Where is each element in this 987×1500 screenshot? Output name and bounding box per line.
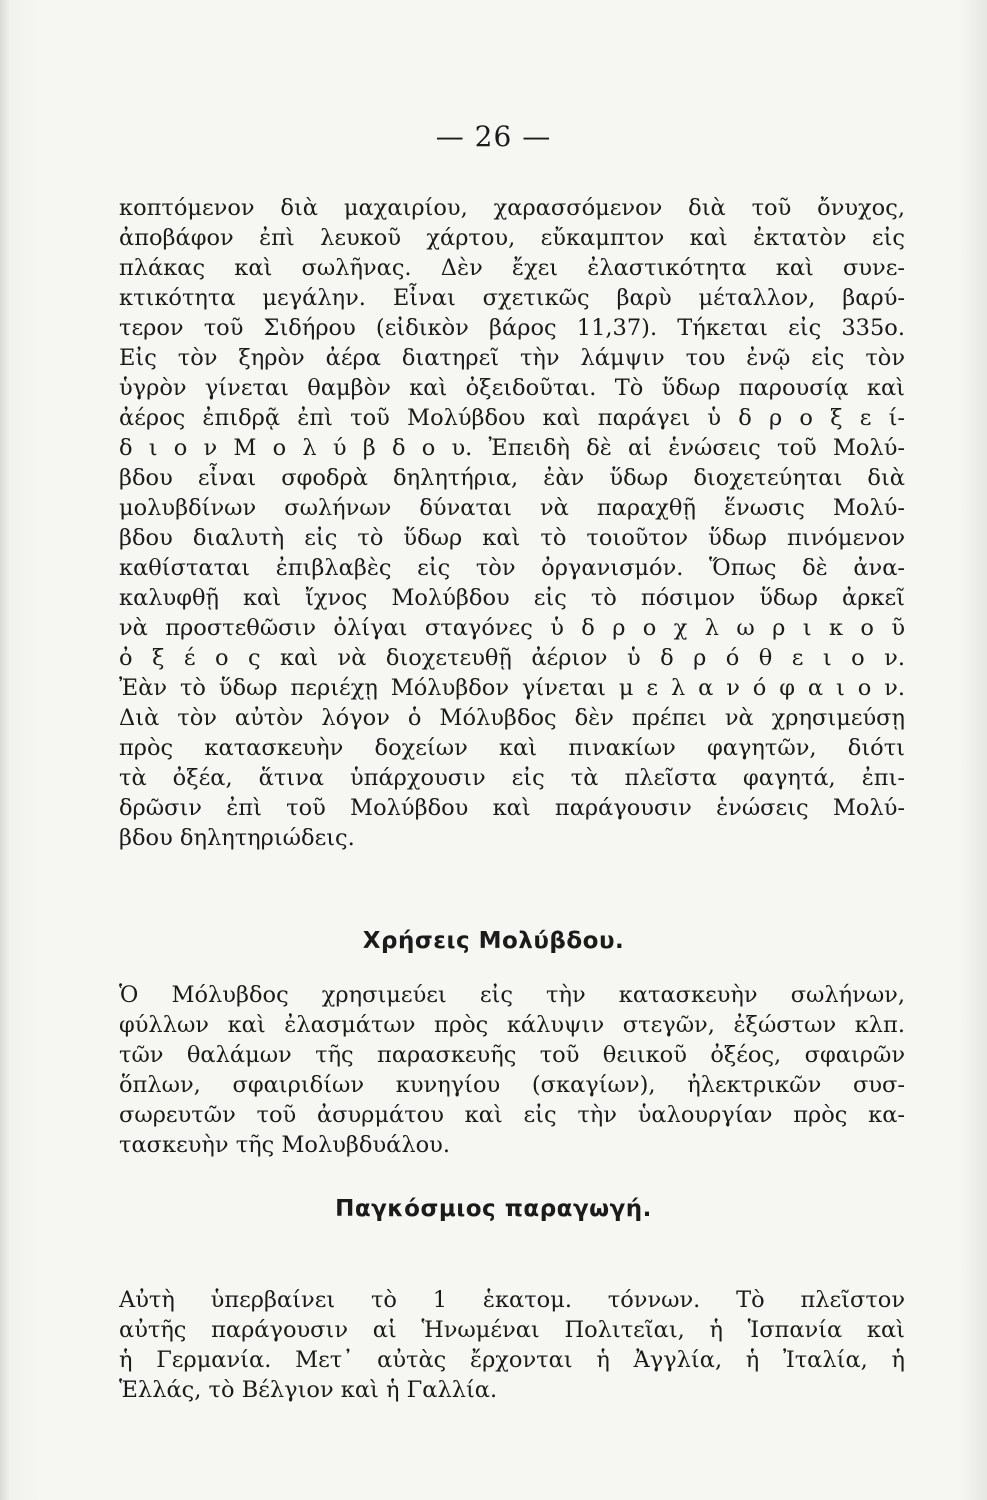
text-line: ἀποβάφον ἐπὶ λευκοῦ χάρτου, εὔκαμπτον καὶ ἐκτατὸν εἰς xyxy=(119,225,905,251)
text-line: βδου εἶναι σφοδρὰ δηλητήρια, ἐὰν ὕδωρ διοχετεύηται διὰ xyxy=(119,465,905,491)
text-line: τερον τοῦ Σιδήρου (εἰδικὸν βάρος 11,37). Τήκεται εἰς 335ο. xyxy=(119,315,905,341)
text-line: Εἰς τὸν ξηρὸν ἀέρα διατηρεῖ τὴν λάμψιν του ἐνῷ εἰς τὸν xyxy=(119,345,905,371)
text-line: βδου διαλυτὴ εἰς τὸ ὕδωρ καὶ τὸ τοιοῦτον ὕδωρ πινόμενον xyxy=(119,525,905,551)
text-line: Διὰ τὸν αὐτὸν λόγον ὁ Μόλυβδος δὲν πρέπει νὰ χρησιμεύσῃ xyxy=(119,705,905,731)
text-line: ὀ ξ έ ο ς καὶ νὰ διοχετευθῇ ἀέριον ὑ δ ρ ό θ ε ι ο ν. xyxy=(119,645,905,671)
paragraph-properties xyxy=(119,193,905,853)
text-line: μολυβδίνων σωλήνων δύναται νὰ παραχθῇ ἕνωσις Μολύ- xyxy=(119,495,905,521)
text-line: Ἐὰν τὸ ὕδωρ περιέχῃ Μόλυβδον γίνεται μ ε λ α ν ό φ α ι ο ν. xyxy=(119,675,905,701)
text-line: Ἑλλάς, τὸ Βέλγιον καὶ ἡ Γαλλία. xyxy=(119,1377,498,1403)
page-number: — 26 — xyxy=(435,120,552,153)
text-line: βδου δηλητηριώδεις. xyxy=(119,825,355,851)
text-line: αὐτῆς παράγουσιν αἱ Ἡνωμέναι Πολιτεῖαι, ἡ Ἱσπανία καὶ xyxy=(119,1317,905,1343)
paragraph-production xyxy=(119,1285,905,1405)
text-line: πρὸς κατασκευὴν δοχείων καὶ πινακίων φαγητῶν, διότι xyxy=(119,735,905,761)
text-line: Αὐτὴ ὑπερβαίνει τὸ 1 ἑκατομ. τόννων. Τὸ πλεῖστον xyxy=(119,1287,905,1313)
text-line: ὅπλων, σφαιριδίων κυνηγίου (σκαγίων), ἠλεκτρικῶν συσ- xyxy=(119,1072,905,1098)
text-line: καλυφθῇ καὶ ἴχνος Μολύβδου εἰς τὸ πόσιμον ὕδωρ ἀρκεῖ xyxy=(119,585,905,611)
text-line: κτικότητα μεγάλην. Εἶναι σχετικῶς βαρὺ μέταλλον, βαρύ- xyxy=(119,285,905,311)
text-line: φύλλων καὶ ἐλασμάτων πρὸς κάλυψιν στεγῶν, ἐξώστων κλπ. xyxy=(119,1012,905,1038)
text-line: πλάκας καὶ σωλῆνας. Δὲν ἔχει ἐλαστικότητα καὶ συνε- xyxy=(119,255,905,281)
text-line: κοπτόμενον διὰ μαχαιρίου, χαρασσόμενον διὰ τοῦ ὄνυχος, xyxy=(119,195,905,221)
text-line: ὑγρὸν γίνεται θαμβὸν καὶ ὀξειδοῦται. Τὸ ὕδωρ παρουσίᾳ καὶ xyxy=(119,375,905,401)
text-line: τασκευὴν τῆς Μολυβδυάλου. xyxy=(119,1132,450,1158)
text-line: ἀέρος ἐπιδρᾷ ἐπὶ τοῦ Μολύβδου καὶ παράγει ὑ δ ρ ο ξ ε ί- xyxy=(119,405,905,431)
section-heading-production: Παγκόσμιος παραγωγή. xyxy=(335,1196,652,1222)
text-line: νὰ προστεθῶσιν ὀλίγαι σταγόνες ὑ δ ρ ο χ λ ω ρ ι κ ο ῦ xyxy=(119,615,905,641)
text-line: ἡ Γερμανία. Μετ᾽ αὐτὰς ἔρχονται ἡ Ἀγγλία, ἡ Ἰταλία, ἡ xyxy=(119,1347,905,1373)
paragraph-uses xyxy=(119,980,905,1160)
text-line: δ ι ο ν Μ ο λ ύ β δ ο υ. Ἐπειδὴ δὲ αἱ ἑνώσεις τοῦ Μολύ- xyxy=(119,435,905,461)
text-line: τῶν θαλάμων τῆς παρασκευῆς τοῦ θειικοῦ ὀξέος, σφαιρῶν xyxy=(119,1042,905,1068)
text-line: σωρευτῶν τοῦ ἀσυρμάτου καὶ εἰς τὴν ὑαλουργίαν πρὸς κα- xyxy=(119,1102,905,1128)
text-line: τὰ ὀξέα, ἅτινα ὑπάρχουσιν εἰς τὰ πλεῖστα φαγητά, ἐπι- xyxy=(119,765,905,791)
section-heading-uses: Χρήσεις Μολύβδου. xyxy=(362,928,625,954)
text-line: καθίσταται ἐπιβλαβὲς εἰς τὸν ὀργανισμόν. Ὅπως δὲ ἀνα- xyxy=(119,555,905,581)
text-line: δρῶσιν ἐπὶ τοῦ Μολύβδου καὶ παράγουσιν ἑνώσεις Μολύ- xyxy=(119,795,905,821)
text-line: Ὁ Μόλυβδος χρησιμεύει εἰς τὴν κατασκευὴν σωλήνων, xyxy=(119,982,905,1008)
